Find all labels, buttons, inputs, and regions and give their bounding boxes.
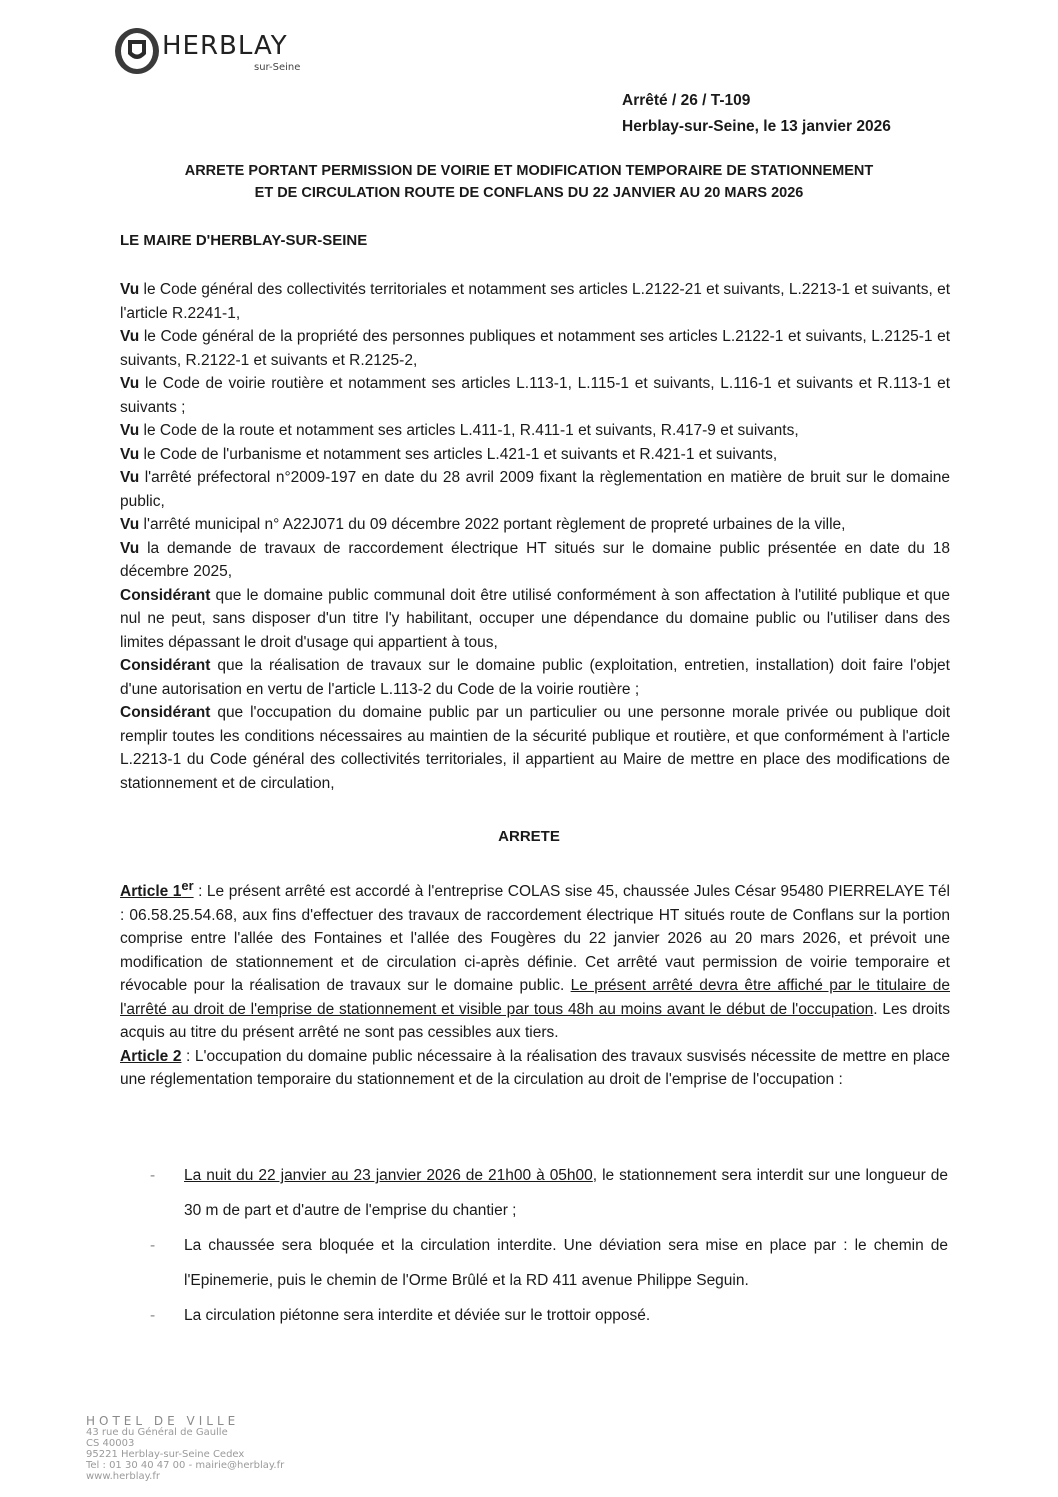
logo-subtitle: sur-Seine [254, 62, 301, 73]
visa-item: Vu le Code général de la propriété des personnes publiques et notamment ses articles L.2122-1 et suivants, L.2125-1 et suivants, R.2122-1 et suivants et R.2125-2, [120, 328, 950, 369]
visa-item: Vu le Code de voirie routière et notamment ses articles L.113-1, L.115-1 et suivants, L.116-1 et suivants et R.113-1 et suivants ; [120, 375, 950, 416]
article-2-label: Article 2 [120, 1047, 182, 1065]
dash-bullet-icon: - [150, 1307, 156, 1324]
visa-item: Vu l'arrêté municipal n° A22J071 du 09 décembre 2022 portant règlement de propreté urbaines de la ville, [120, 516, 846, 533]
dash-bullet-icon: - [150, 1237, 156, 1254]
visas-section [120, 278, 950, 795]
reference-number: Arrêté / 26 / T-109 [622, 92, 751, 109]
document-title [120, 160, 938, 204]
visa-item: Vu l'arrêté préfectoral n°2009-197 en date du 28 avril 2009 fixant la règlementation en matière de bruit sur le domaine public, [120, 469, 950, 510]
considerant-item: Considérant que le domaine public communal doit être utilisé conformément à son affectation à l'utilité publique et que nul ne peut, sans disposer d'un titre l'y habilitant, occuper une dépendance du domaine public ou l'utiliser dans des limites dépassant le droit d'usage qui appartient à tous, [120, 586, 950, 651]
article-2: Article 2 : L'occupation du domaine public nécessaire à la réalisation des travaux susvisés nécessite de mettre en place une réglementation temporaire du stationnement et de la circulation au droit de l'emprise de l'occupation : [120, 1047, 950, 1089]
visa-item: Vu le Code général des collectivités territoriales et notamment ses articles L.2122-21 et suivants, L.2213-1 et suivants, et l'article R.2241-1, [120, 281, 950, 322]
list-item: - La nuit du 22 janvier au 23 janvier 2026 de 21h00 à 05h00, le stationnement sera interdit sur une longueur de 30 m de part et d'autre de l'emprise du chantier ; [150, 1158, 948, 1228]
considerant-item: Considérant que la réalisation de travaux sur le domaine public (exploitation, entretien, installation) doit faire l'objet d'une autorisation en vertu de l'article L.113-2 du Code de la voirie routière ; [120, 657, 950, 698]
document-reference [622, 88, 891, 140]
dash-bullet-icon: - [150, 1167, 156, 1184]
city-seal-icon [112, 26, 162, 76]
title-line-1: ARRETE PORTANT PERMISSION DE VOIRIE ET MODIFICATION TEMPORAIRE DE STATIONNEMENT [184, 163, 874, 179]
logo-name: HERBLAY [162, 31, 288, 61]
arrete-heading: ARRETE [498, 828, 560, 845]
list-item: - La chaussée sera bloquée et la circulation interdite. Une déviation sera mise en place par : le chemin de l'Epinemerie, puis le chemin de l'Orme Brûlé et la RD 411 avenue Philippe Seguin. [150, 1228, 948, 1298]
display-requirement: Le présent arrêté devra être affiché par le titulaire de l'arrêté au droit de l'emprise de stationnement et visible par tous 48h au moins avant le début de l'occupation [120, 977, 951, 1018]
article-1-label: Article 1er [120, 878, 194, 901]
list-item: - La circulation piétonne sera interdite et déviée sur le trottoir opposé. [150, 1298, 948, 1333]
title-line-2: ET DE CIRCULATION ROUTE DE CONFLANS DU 22 JANVIER AU 20 MARS 2026 [254, 185, 804, 201]
articles-section [120, 874, 950, 1092]
visa-item: Vu le Code de l'urbanisme et notamment ses articles L.421-1 et suivants et R.421-1 et suivants, [120, 445, 778, 463]
considerant-item: Considérant que l'occupation du domaine public par un particulier ou une personne morale privée ou publique doit remplir toutes les conditions nécessaires au maintien de la sécurité publique et routière, et que conformément à l'article L.2213-1 du Code général des collectivités territoriales, il appartient au Maire de mettre en place des modifications de stationnement et de circulation, [120, 704, 950, 792]
measures-list [150, 1158, 948, 1333]
city-hall-address: HOTEL DE VILLE 43 rue du Général de Gaulle CS 40003 95221 Herblay-sur-Seine Cedex Tel : 01 30 40 47 00 - mairie@herblay.fr www.herblay.fr [86, 1414, 285, 1482]
place-and-date: Herblay-sur-Seine, le 13 janvier 2026 [622, 118, 891, 135]
visa-item: Vu la demande de travaux de raccordement électrique HT situés sur le domaine public présentée en date du 18 décembre 2025, [120, 539, 950, 580]
visa-item: Vu le Code de la route et notamment ses articles L.411-1, R.411-1 et suivants, R.417-9 et suivants, [120, 422, 799, 439]
mayor-heading: LE MAIRE D'HERBLAY-SUR-SEINE [120, 232, 368, 249]
article-1: Article 1er : Le présent arrêté est accordé à l'entreprise COLAS sise 45, chaussée Jules César 95480 PIERRELAYE Tél : 06.58.25.54.68, aux fins d'effectuer des travaux de raccordement électrique HT situés route de Conflans sur la portion comprise entre l'allée des Fontaines et l'allée des Fougères du 22 janvier 2026 au 20 mars 2026, et prévoit une modification de stationnement et de circulation ci-après définie. Cet arrêté vaut permission de voirie temporaire et révocable pour la réalisation de travaux sur le domaine public. Le présent arrêté devra être affiché par le titulaire de l'arrêté au droit de l'emprise de stationnement et visible par tous 48h au moins avant le début de l'occupation. Les droits acquis au titre du présent arrêté ne sont pas cessibles aux tiers. [120, 878, 951, 1042]
city-logo [112, 26, 332, 76]
